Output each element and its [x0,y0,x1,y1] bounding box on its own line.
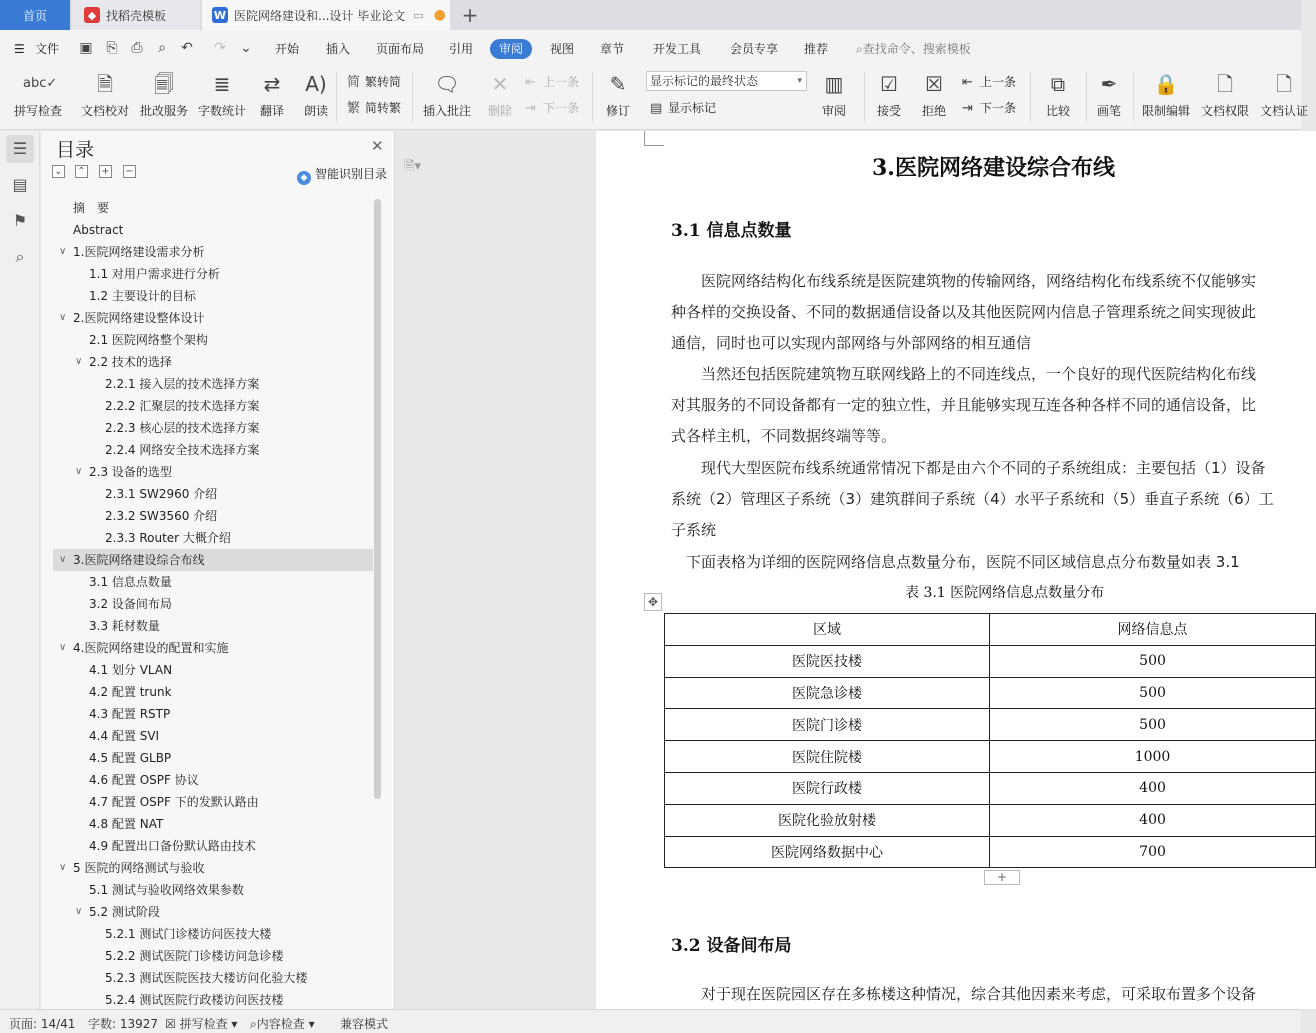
toc-item[interactable] [53,967,373,989]
word-count[interactable]: 字数: 13927 [88,1017,159,1031]
toc-item-label: 1.1 对用户需求进行分析 [89,267,220,281]
tab-home[interactable] [0,0,70,30]
ribbon-separator [412,72,413,122]
paragraph-line: 种各样的交换设备、不同的数据通信设备以及其他医院网内信息子管理系统之间实现彼此 [671,303,1257,321]
show-markup-button[interactable] [650,99,716,117]
to-traditional-label: 简转繁 [365,101,402,115]
table-cell[interactable]: 500 [990,709,1316,741]
toc-item[interactable] [53,659,373,681]
toc-item-label: 3.1 信息点数量 [89,575,172,589]
page-indicator[interactable]: 页面: 14/41 [9,1017,76,1031]
docer-icon: ◆ [84,7,100,23]
more-icon[interactable]: ⌄ [240,40,252,56]
content-check-status[interactable]: ⌕内容检查 ▾ [250,1017,315,1031]
paragraph-line: 当然还包括医院建筑物互联网线路上的不同连线点，一个良好的现代医院结构化布线 [671,365,1257,383]
show-markup-label: 显示标记 [668,101,717,115]
prev-comment-label: 上一条 [543,75,580,89]
compare-label: 比较 [1045,104,1070,118]
table-cell[interactable]: 400 [990,804,1316,836]
toc-panel-icon[interactable]: ☰ [6,135,34,163]
batch-service-button[interactable] [132,70,196,124]
toc-item[interactable] [53,615,373,637]
table-row [665,677,1316,709]
toc-panel [41,131,395,1009]
insert-comment-label: 插入批注 [422,104,471,118]
info-point-table[interactable] [664,613,1316,868]
doc-proof-icon: 🗎 [96,72,114,96]
ai-icon: ◆ [297,171,311,185]
hamburger-icon[interactable]: ☰ [14,42,25,56]
toc-item[interactable] [53,813,373,835]
chapter-nav-icon[interactable]: ▤ [12,175,28,194]
command-search[interactable] [856,39,971,59]
chevron-down-icon[interactable]: ∨ [59,862,67,873]
status-bar [0,1009,1301,1033]
table-cell[interactable]: 1000 [990,741,1316,773]
toc-item-label: 4.8 配置 NAT [89,817,164,831]
toc-item-label: 3.2 设备间布局 [89,597,172,611]
table-row [665,772,1316,804]
page-margin-mark [644,145,664,146]
paragraph-line: 系统（2）管理区子系统（3）建筑群间子系统（4）水平子系统和（5）垂直子系统（6）工 [671,490,1274,508]
toc-item[interactable] [53,263,373,285]
writer-icon: W [213,8,227,22]
bookmark-icon[interactable]: ⚑ [12,211,28,230]
smart-toc-label: 智能识别目录 [315,167,388,181]
ribbon-review [0,66,1308,130]
prev-comment-button[interactable] [525,73,579,91]
close-icon[interactable]: ✕ [371,137,384,155]
paragraph-line: 通信，同时也可以实现内部网络与外部网络的相互通信 [671,334,1032,352]
prev-change-button[interactable] [962,73,1016,91]
track-changes-icon: ✎ [609,72,627,96]
read-aloud-label: 朗读 [303,104,328,118]
review-pane-icon: ▥ [824,72,844,96]
word-count-label: 字数统计 [197,104,246,118]
compare-icon: ⧉ [1050,72,1066,96]
toc-item[interactable] [53,483,373,505]
delete-comment-icon: ✕ [491,72,509,96]
menu-file[interactable]: 文件 [35,42,60,56]
toc-item-label: 2.2.1 接入层的技术选择方案 [105,377,260,391]
translate-icon: ⇄ [263,72,281,96]
table-cell[interactable]: 医院医技楼 [665,645,990,677]
next-change-button[interactable] [962,99,1016,117]
save-icon[interactable]: ▣ [79,40,93,56]
restrict-edit-label: 限制编辑 [1141,104,1190,118]
toc-item[interactable] [53,505,373,527]
doc-permission-button[interactable] [1193,70,1257,124]
toc-item-label: 5.1 测试与验收网络效果参数 [89,883,244,897]
table-cell[interactable]: 700 [990,836,1316,868]
toc-item-label: 4.4 配置 SVI [89,729,160,743]
reject-button[interactable] [902,70,966,124]
next-comment-label: 下一条 [543,101,580,115]
expand-up-icon[interactable]: ⌃ [75,165,88,178]
add-heading-icon[interactable]: + [99,165,112,178]
delete-comment-button[interactable] [468,70,532,124]
search-icon: ⌕ [856,42,863,56]
next-comment-button[interactable] [525,99,579,117]
document-area [396,131,1301,1009]
prev-comment-icon: ⇤ [525,75,536,90]
prev-change-icon: ⇤ [962,75,973,90]
toc-item[interactable] [53,725,373,747]
print-icon[interactable]: ⎙ [131,40,143,56]
table-cell[interactable]: 医院行政楼 [665,772,990,804]
compat-mode: 兼容模式 [340,1017,389,1031]
table-cell[interactable]: 500 [990,645,1316,677]
table-cell[interactable]: 500 [990,677,1316,709]
spell-check-status[interactable]: ☒ 拼写检查 ▾ [165,1017,238,1031]
toc-item-label: 5.2 测试阶段 [89,905,160,919]
table-cell[interactable]: 400 [990,772,1316,804]
doc-options-icon[interactable]: 🗎▾ [404,159,421,174]
toc-item[interactable] [53,989,373,1011]
menu-recommend[interactable]: 推荐 [804,42,829,56]
monitor-icon[interactable]: ▭ [413,8,424,22]
to-simplified-label: 繁转简 [365,75,402,89]
toc-item-label: Abstract [73,223,124,237]
toc-item[interactable] [53,901,373,923]
table-cell[interactable]: 医院化验放射楼 [665,804,990,836]
remove-heading-icon[interactable]: − [123,165,136,178]
toc-item-label: 2.3.3 Router 大概介绍 [105,531,231,545]
paragraph-line: 对其服务的不同设备都有一定的独立性，并且能够实现互连各种各样不同的通信设备，比 [671,396,1257,414]
next-change-label: 下一条 [980,101,1017,115]
toc-scrollbar[interactable] [374,199,381,799]
doc-auth-icon: 🗋 [1275,72,1293,96]
toc-item[interactable] [53,923,373,945]
menu-page-layout[interactable]: 页面布局 [376,42,425,56]
table-cell[interactable]: 医院急诊楼 [665,677,990,709]
toc-item-label: 5.2.1 测试门诊楼访问医技大楼 [105,927,272,941]
toc-list [53,197,373,1007]
table-header-row [665,614,1316,646]
track-changes-button[interactable] [586,70,650,124]
doc-proof-label: 文档校对 [80,104,129,118]
toc-item[interactable] [53,241,373,263]
toc-item-label: 2.3.1 SW2960 介绍 [105,487,218,501]
undo-icon[interactable]: ↶ [181,40,193,56]
new-tab-button[interactable] [458,0,482,30]
doc-proof-button[interactable] [73,70,137,124]
toc-item[interactable] [53,681,373,703]
chevron-down-icon[interactable]: ∨ [75,356,83,367]
menu-insert[interactable]: 插入 [326,42,351,56]
chevron-down-icon[interactable]: ∨ [59,642,67,653]
chevron-down-icon[interactable]: ∨ [59,554,67,565]
toc-item-label: 4.3 配置 RSTP [89,707,171,721]
chevron-down-icon[interactable]: ∨ [59,312,67,323]
toc-item-label: 5.2.3 测试医院医技大楼访问化验大楼 [105,971,308,985]
accept-icon: ☑ [880,72,898,96]
table-row [665,741,1316,773]
read-aloud-icon: A) [305,72,327,96]
table-add-row-button[interactable]: + [984,870,1020,885]
toc-item[interactable] [53,879,373,901]
left-rail [0,131,40,1009]
toc-item[interactable] [53,835,373,857]
search-icon[interactable]: ⌕ [15,247,25,266]
toc-item-label: 4.6 配置 OSPF 协议 [89,773,199,787]
tab-home-label: 首页 [22,8,47,23]
toc-item-label: 1.2 主要设计的目标 [89,289,196,303]
menu-start[interactable]: 开始 [275,42,300,56]
pen-label: 画笔 [1096,104,1121,118]
read-aloud-button[interactable] [284,70,348,124]
table-row [665,645,1316,677]
toc-item-label: 2.3.2 SW3560 介绍 [105,509,218,523]
table-cell[interactable]: 医院住院楼 [665,741,990,773]
restrict-edit-button[interactable] [1134,70,1198,124]
toc-item-label: 4.5 配置 GLBP [89,751,172,765]
doc-permission-label: 文档权限 [1200,104,1249,118]
menu-chapter[interactable]: 章节 [600,42,625,56]
tab-document-label: 医院网络建设和...设计 毕业论文 [234,8,406,23]
to-simplified-icon: 简 [347,75,361,90]
pen-button[interactable] [1077,70,1141,124]
toc-item-label: 4.9 配置出口备份默认路由技术 [89,839,256,853]
delete-comment-label: 删除 [487,104,512,118]
heading-3-1: 3.1 信息点数量 [671,221,792,241]
toc-item-label: 1.医院网络建设需求分析 [73,245,205,259]
table-caption: 表 3.1 医院网络信息点数量分布 [905,585,1105,601]
toc-item-label: 4.7 配置 OSPF 下的发默认路由 [89,795,259,809]
toc-item[interactable] [53,395,373,417]
chevron-down-icon: ▾ [797,76,802,86]
toc-item[interactable] [53,197,373,219]
menu-view[interactable]: 视图 [550,42,575,56]
table-row [665,709,1316,741]
spell-check-icon: abc✓ [23,76,58,91]
toc-item[interactable] [53,219,373,241]
batch-service-icon: 🗐 [154,72,174,96]
to-traditional-icon: 繁 [347,101,361,116]
toc-item[interactable] [53,791,373,813]
paragraph-line: 现代大型医院布线系统通常情况下都是由六个不同的子系统组成：主要包括（1）设备 [671,459,1266,477]
toc-item-label: 2.2.3 核心层的技术选择方案 [105,421,260,435]
toc-item-label: 3.3 耗材数量 [89,619,160,633]
toc-item-label: 5.2.2 测试医院门诊楼访问急诊楼 [105,949,284,963]
toc-item[interactable] [53,373,373,395]
translate-label: 翻译 [259,104,284,118]
table-cell[interactable]: 医院门诊楼 [665,709,990,741]
smart-toc-button[interactable] [297,165,387,185]
ribbon-separator [336,72,337,122]
toc-item[interactable] [53,329,373,351]
toc-item-label: 2.2 技术的选择 [89,355,172,369]
toc-item[interactable] [53,461,373,483]
toc-item-label: 4.医院网络建设的配置和实施 [73,641,229,655]
lock-icon: 🔒 [1153,72,1179,96]
toc-item-label: 2.1 医院网络整个架构 [89,333,208,347]
document-page[interactable] [596,131,1316,1009]
spell-check-status-icon: ☒ [165,1017,176,1031]
new-tab-label: + [461,3,479,27]
toc-item[interactable] [53,571,373,593]
toc-item[interactable] [53,857,373,879]
redo-icon[interactable]: ↷ [214,40,226,56]
paragraph-line: 子系统 [671,521,717,539]
heading-chapter-3: 3.医院网络建设综合布线 [872,155,1115,181]
next-comment-icon: ⇥ [525,101,536,116]
toc-item-label: 4.1 划分 VLAN [89,663,173,677]
toc-item-label: 3.医院网络建设综合布线 [73,553,205,567]
collapse-all-icon[interactable]: ⌄ [52,165,65,178]
menu-bar [0,30,1301,66]
unsaved-dot-icon: ● [433,7,446,23]
paragraph-line: 医院网络结构化布线系统是医院建筑物的传输网络，网络结构化布线系统不仅能够实 [671,272,1257,290]
content-check-icon: ⌕ [250,1017,257,1031]
table-cell[interactable]: 医院网络数据中心 [665,836,990,868]
chevron-down-icon[interactable]: ∨ [59,246,67,257]
toc-item[interactable] [53,417,373,439]
toc-item-label: 5 医院的网络测试与验收 [73,861,205,875]
doc-permission-icon: 🗋 [1216,72,1234,96]
toc-item[interactable] [53,351,373,373]
pen-icon: ✒ [1100,72,1118,96]
page-margin-mark [644,131,645,145]
paragraph-line: 对于现在医院园区存在多栋楼这种情况，综合其他因素来考虑，可采取布置多个设备 [671,985,1257,1003]
toc-item[interactable] [53,769,373,791]
next-change-icon: ⇥ [962,101,973,116]
command-search-placeholder: 查找命令、搜索模板 [862,42,971,56]
table-move-handle-icon[interactable]: ✥ [644,593,662,611]
review-pane-label: 审阅 [821,104,846,118]
markup-state-value: 显示标记的最终状态 [650,74,759,88]
spell-check-button[interactable] [6,70,70,124]
chevron-down-icon[interactable]: ∨ [75,466,83,477]
paragraph-line: 式各样主机，不同数据终端等等。 [671,427,897,445]
toc-item[interactable] [53,549,373,571]
toc-item-label: 4.2 配置 trunk [89,685,172,699]
toc-title: 目录 [56,139,95,161]
menu-review[interactable]: 审阅 [490,39,532,59]
heading-3-2: 3.2 设备间布局 [671,936,792,956]
toc-item[interactable] [53,439,373,461]
table-header-cell[interactable]: 网络信息点 [990,614,1316,646]
toc-item[interactable] [53,285,373,307]
reject-icon: ☒ [925,72,943,96]
menu-developer[interactable]: 开发工具 [653,42,702,56]
paragraph-line: 下面表格为详细的医院网络信息点数量分布，医院不同区域信息点分布数量如表 3.1 [671,553,1240,571]
print-preview-icon[interactable]: ⌕ [158,40,166,56]
doc-auth-button[interactable] [1252,70,1316,124]
batch-service-label: 批改服务 [139,104,188,118]
toc-item[interactable] [53,703,373,725]
accept-label: 接受 [876,104,901,118]
toc-item-label: 2.3 设备的选型 [89,465,172,479]
toc-item[interactable] [53,527,373,549]
menu-references[interactable]: 引用 [449,42,474,56]
tab-bar [0,0,1301,30]
show-markup-icon: ▤ [650,101,663,116]
toc-item-label: 2.2.2 汇聚层的技术选择方案 [105,399,260,413]
table-header-cell[interactable]: 区域 [665,614,990,646]
toc-item-label: 摘 要 [73,201,110,215]
menu-member[interactable]: 会员专享 [730,42,779,56]
to-simplified-button[interactable] [347,73,401,91]
toc-item-label: 5.2.4 测试医院行政楼访问医技楼 [105,993,284,1007]
content-check-label: 内容检查 [256,1017,305,1031]
track-changes-label: 修订 [605,104,630,118]
toc-item[interactable] [53,593,373,615]
spell-check-label: 拼写检查 [13,104,62,118]
word-count-icon: ≣ [213,72,231,96]
toc-item[interactable] [53,747,373,769]
toc-item-label: 2.2.4 网络安全技术选择方案 [105,443,260,457]
table-row [665,804,1316,836]
toc-item[interactable] [53,307,373,329]
markup-state-select[interactable] [646,71,807,91]
prev-change-label: 上一条 [980,75,1017,89]
reject-label: 拒绝 [921,104,946,118]
to-traditional-button[interactable] [347,99,401,117]
spell-check-status-label: 拼写检查 [179,1017,228,1031]
tab-template[interactable] [72,0,200,30]
export-pdf-icon[interactable]: ⎘ [106,40,118,56]
toc-item[interactable] [53,945,373,967]
toc-item-label: 2.医院网络建设整体设计 [73,311,205,325]
toc-item[interactable] [53,637,373,659]
chevron-down-icon[interactable]: ∨ [75,906,83,917]
insert-comment-icon: 🗨 [434,72,460,96]
tab-document[interactable] [202,0,450,30]
tab-template-label: 找稻壳模板 [106,8,167,23]
table-row [665,836,1316,868]
doc-auth-label: 文档认证 [1259,104,1308,118]
